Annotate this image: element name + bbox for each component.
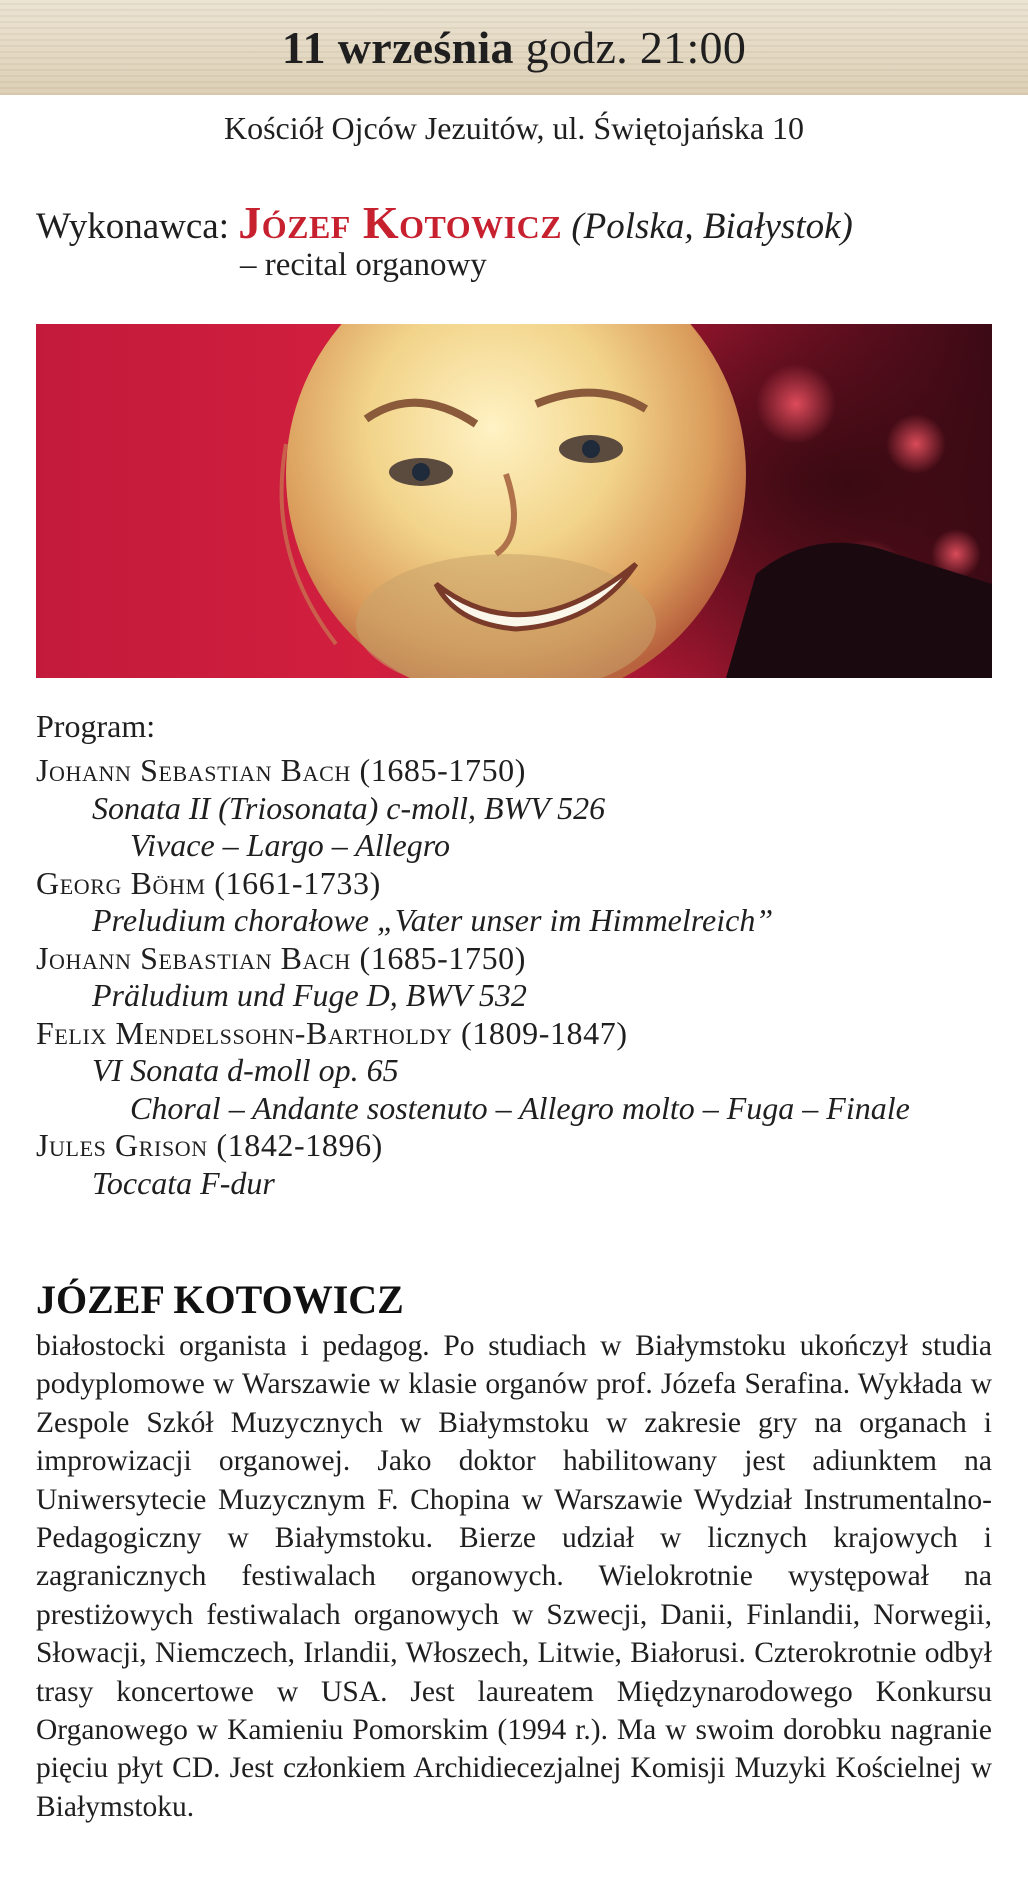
program-composer: Georg Böhm (1661-1733) — [36, 864, 381, 901]
program-work: Preludium chorałowe „Vater unser im Himmelreich” — [92, 902, 774, 938]
program-movements: Vivace – Largo – Allegro — [130, 827, 450, 863]
event-time: godz. 21:00 — [525, 22, 747, 73]
bio-heading: JÓZEF KOTOWICZ — [36, 1277, 404, 1322]
performer-origin: (Polska, Białystok) — [571, 206, 853, 247]
program-work: Toccata F-dur — [92, 1164, 275, 1201]
bio-paragraph: białostocki organista i pedagog. Po studiach w Białymstoku ukończył studia podyplomowe w Warszawie w klasie organów prof. Józefa Serafina. Wykłada w Zespole Szkół Muzycznych w Białymstoku w zakresie gry na organach i improwizacji organowej. Jako doktor habilitowany jest adiunktem na Uniwersytecie Muzycznym F. Chopina w Warszawie Wydział Instrumentalno-Pedagogiczny w Białymstoku. Bierze udział w licznych krajowych i zagranicznych festiwalach organowych. Wielokrotnie występował na prestiżowych festiwalach organowych w Szwecji, Danii, Finlandii, Norwegii, Słowacji, Niemczech, Irlandii, Włoszech, Litwie, Białorusi. Czterokrotnie odbył trasy koncertowe w USA. Jest laureatem Międzynarodowego Konkursu Organowego w Kamieniu Pomorskim (1994 r.). Ma w swoim dorobku nagranie pięciu płyt CD. Jest członkiem Archidiecezjalnej Komisji Muzyki Kościelnej w Białymstoku. — [36, 1330, 992, 1823]
event-datetime — [282, 21, 746, 74]
program-work: Präludium und Fuge D, BWV 532 — [92, 977, 527, 1013]
event-date: 11 września — [281, 22, 514, 73]
performer-photo — [36, 324, 992, 678]
performer-name: Józef Kotowicz — [238, 197, 563, 248]
program-composer: Johann Sebastian Bach (1685-1750) — [36, 752, 527, 788]
performer-line — [36, 196, 853, 249]
program-composer: Felix Mendelssohn-Bartholdy (1809-1847) — [36, 1014, 628, 1051]
date-banner — [0, 0, 1028, 95]
program-composer: Johann Sebastian Bach (1685-1750) — [36, 939, 527, 976]
program-work: Sonata II (Triosonata) c-moll, BWV 526 — [92, 789, 606, 826]
performer-portrait — [36, 324, 992, 678]
performer-subline: – recital organowy — [240, 247, 487, 283]
program-heading: Program: — [36, 708, 156, 744]
program-composer: Jules Grison (1842-1896) — [36, 1127, 383, 1163]
performer-label: Wykonawca: — [36, 206, 229, 247]
program-work: VI Sonata d-moll op. 65 — [92, 1052, 399, 1088]
program-movements: Choral – Andante sostenuto – Allegro molto – Fuga – Finale — [130, 1089, 910, 1126]
program-list — [36, 752, 1016, 1202]
event-venue: Kościół Ojców Jezuitów, ul. Świętojańska 10 — [223, 110, 805, 146]
